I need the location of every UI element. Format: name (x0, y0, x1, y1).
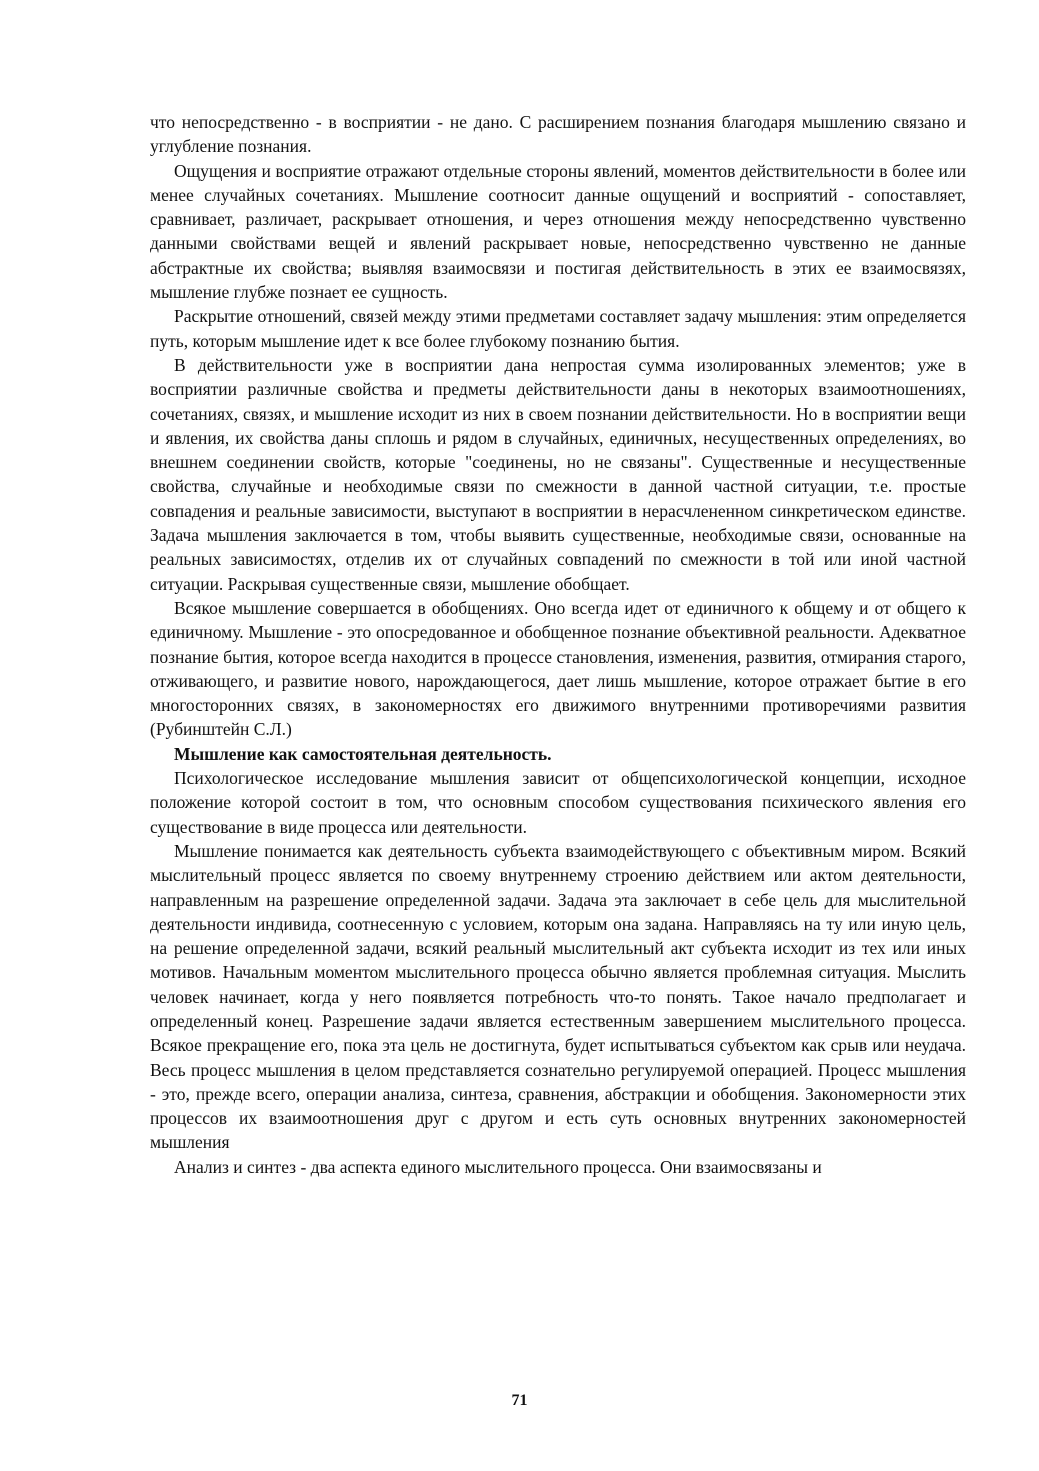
paragraph-continuation: что непосредственно - в восприятии - не дано. С расширением познания благодаря мышлению связано и углубление познания. (150, 112, 966, 157)
section-heading: Мышление как самостоятельная деятельность. (174, 743, 552, 764)
paragraph-thinking-activity: Мышление понимается как деятельность субъекта взаимодействующего с объективным миром. Всякий мыслительный процесс является по своему внутреннему строению действием или актом деятельности, направленным на разрешение определенной задачи. Задача эта заключает в себе цель для мыслительной деятельности индивида, соотнесенную с условием, которым она задана. Направляясь на ту или иную цель, на решение определенной задачи, всякий реальный мыслительный акт субъекта исходит из тех или иных мотивов. Начальным моментом мыслительного процесса обычно является проблемная ситуация. Мыслить человек начинает, когда у него появляется потребность что-то понять. Такое начало предполагает и определенный конец. Разрешение задачи является естественным завершением мыслительного процесса. Всякое прекращение его, пока эта цель не достигнута, будет испытываться субъектом как срыв или неудача. Весь процесс мышления в целом представляется сознательно регулируемой операцией. Процесс мышления - это, прежде всего, операции анализа, синтеза, сравнения, абстракции и обобщения. Закономерности этих процессов их взаимоотношения друг с другом и есть суть основных внутренних закономерностей мышления (150, 840, 966, 1153)
paragraph-generalization: Всякое мышление совершается в обобщениях. Оно всегда идет от единичного к общему и от общего к единичному. Мышление - это опосредованное и обобщенное познание объективной реальности. Адекватное познание бытия, которое всегда находится в процессе становления, изменения, развития, отмирания старого, отживающего, и развитие нового, нарождающегося, дает лишь мышление, которое отражает бытие в его многосторонних связях, в закономерностях его движимого внутренними противоречиями развития (Рубинштейн С.Л.) (150, 597, 966, 740)
paragraph-perception: В действительности уже в восприятии дана непростая сумма изолированных элементов; уже в восприятии различные свойства и предметы действительности даны в некоторых взаимоотношениях, сочетаниях, связях, и мышление исходит из них в своем познании действительности. Но в восприятии вещи и явления, их свойства даны сплошь и рядом в случайных, единичных, несущественных определениях, во внешнем соединении свойств, которые "соединены, но не связаны". Существенные и несущественные свойства, случайные и необходимые связи по смежности в данной частной ситуации, т.е. простые совпадения и реальные зависимости, выступают в восприятии в нерасчлененном синкретическом единстве. Задача мышления заключается в том, чтобы выявить существенные, необходимые связи, основанные на реальных зависимостях, отделив их от случайных совпадений по смежности в той или иной частной ситуации. Раскрывая существенные связи, мышление обобщает. (150, 354, 966, 594)
page-number: 71 (511, 1392, 528, 1409)
paragraph-relations: Раскрытие отношений, связей между этими предметами составляет задачу мышления: этим определяется путь, которым мышление идет к все более глубокому познанию бытия. (150, 306, 966, 351)
document-body (150, 110, 966, 1179)
paragraph-sensations: Ощущения и восприятие отражают отдельные стороны явлений, моментов действительности в более или менее случайных сочетаниях. Мышление соотносит данные ощущений и восприятий - сопоставляет, сравнивает, различает, раскрывает отношения, и через отношения между непосредственно чувственно данными свойствами вещей и явлений раскрывает новые, непосредственно чувственно не данные абстрактные их свойства; выявляя взаимосвязи и постигая действительность в этих ее взаимосвязях, мышление глубже познает ее сущность. (150, 160, 966, 303)
paragraph-psychological-research: Психологическое исследование мышления зависит от общепсихологической концепции, исходное положение которой состоит в том, что основным способом существования психического явления его существование в виде процесса или деятельности. (150, 768, 966, 837)
paragraph-analysis-synthesis: Анализ и синтез - два аспекта единого мыслительного процесса. Они взаимосвязаны и (174, 1156, 822, 1177)
